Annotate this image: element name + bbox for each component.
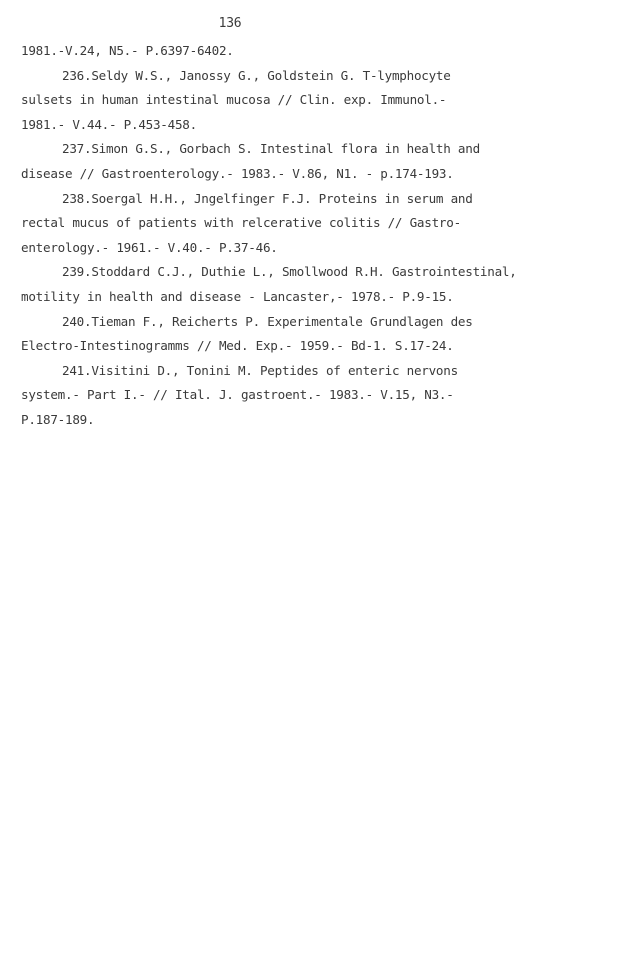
page-number: 136	[218, 16, 242, 31]
reference-entry-start: 239.Stoddard C.J., Duthie L., Smollwood R.H. Gastrointestinal,	[62, 264, 517, 280]
reference-entry-line: disease // Gastroenterology.- 1983.- V.86, N1. - p.174-193.	[21, 165, 454, 181]
reference-entry-line: sulsets in human intestinal mucosa // Clin. exp. Immunol.-	[21, 92, 447, 108]
reference-entry-line: rectal mucus of patients with relcerative colitis // Gastro-	[21, 215, 461, 231]
reference-entry-start: 238.Soergal H.H., Jngelfinger F.J. Proteins in serum and	[62, 190, 473, 206]
reference-entry-start: 241.Visitini D., Tonini M. Peptides of enteric nervons	[62, 362, 458, 378]
reference-entry-line: enterology.- 1961.- V.40.- P.37-46.	[21, 239, 278, 255]
reference-entry-line: 1981.- V.44.- P.453-458.	[21, 116, 197, 132]
reference-entry-line: Electro-Intestinogramms // Med. Exp.- 1959.- Bd-1. S.17-24.	[21, 338, 454, 354]
reference-entry-start: 237.Simon G.S., Gorbach S. Intestinal flora in health and	[62, 141, 480, 157]
reference-entry-start: 240.Tieman F., Reicherts P. Experimentale Grundlagen des	[62, 313, 473, 329]
reference-entry-start: 236.Seldy W.S., Janossy G., Goldstein G. T-lymphocyte	[62, 67, 451, 83]
reference-list	[21, 39, 621, 433]
reference-entry-line: P.187-189.	[21, 411, 95, 427]
reference-entry-line: system.- Part I.- // Ital. J. gastroent.- 1983.- V.15, N3.-	[21, 387, 454, 403]
reference-entry-line: 1981.-V.24, N5.- P.6397-6402.	[21, 43, 234, 58]
reference-entry-line: motility in health and disease - Lancaster,- 1978.- P.9-15.	[21, 288, 454, 304]
